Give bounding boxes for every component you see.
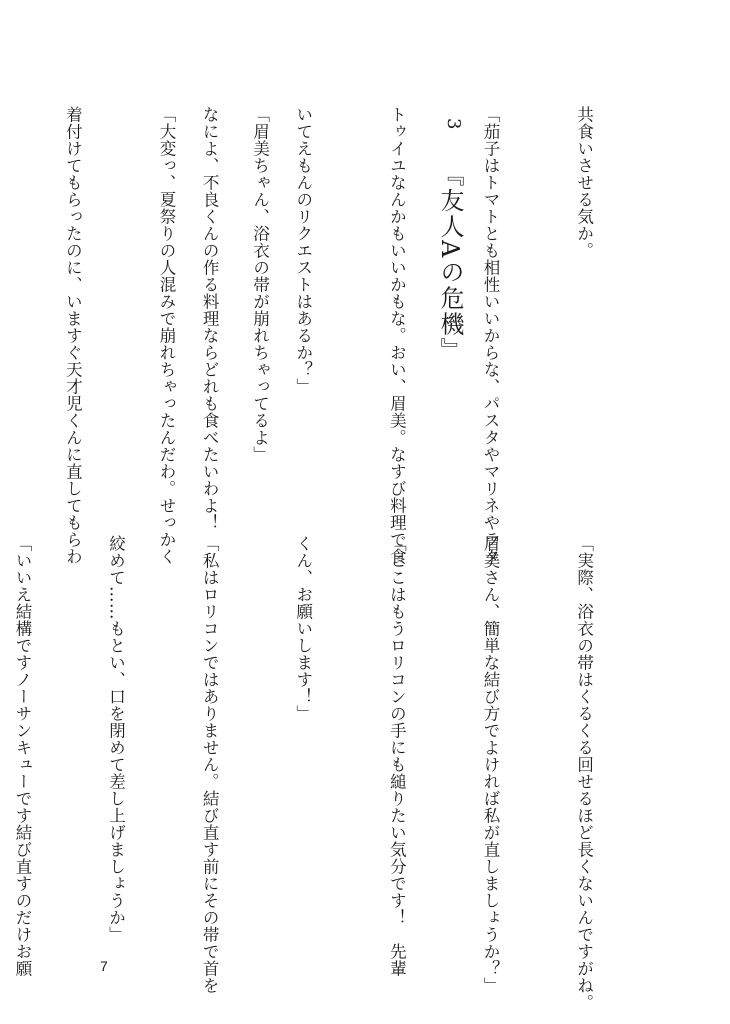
text-column: 「私はロリコンではありません。結び直す前にその帯で首を [200, 535, 220, 994]
text-column: 着付けてもらったのに、いますぐ天才児くんに直してもらわ [63, 106, 83, 565]
text-column: 「大変っ、夏祭りの人混みで崩れちゃったんだわ。せっかく [156, 106, 176, 565]
text-column: 「実際、浴衣の帯はくるくる回せるほど長くないんですがね。 [574, 535, 594, 1011]
text-column: 「いいえ結構ですノーサンキューです結び直すのだけお願 [12, 535, 32, 977]
upper-left-text-block [0, 106, 338, 565]
text-column: なによ、不良くんの作る料理ならどれも食べたいわよ！ [200, 106, 220, 531]
text-column: 共食いさせる気か。 [574, 106, 594, 259]
text-column: 眉美さん、簡単な結び方でよければ私が直しましょうか？」 [480, 535, 500, 994]
text-column: 「ここはもうロリコンの手にも縋りたい気分です！ 先輩 [387, 535, 407, 977]
chapter-title: 『友人Aの危機』 [436, 162, 464, 364]
text-column: いてえもんのリクエストはあるか？」 [293, 106, 313, 395]
text-column: 絞めて……もとい、口を閉めて差し上げましょうか」 [106, 535, 126, 943]
text-column: トゥイユなんかもいいかもな。おい、眉美。なすび料理で食 [387, 106, 407, 565]
text-column: くん、お願いします！」 [293, 535, 313, 722]
page-number: 7 [100, 958, 108, 974]
lower-text-block [0, 535, 662, 1011]
text-column: 「茄子はトマトとも相性いいからな、パスタやマリネやラタ [480, 106, 500, 565]
text-column: 「眉美ちゃん、浴衣の帯が崩れちゃってるよ」 [250, 106, 270, 463]
chapter-number: 3 [443, 118, 464, 130]
